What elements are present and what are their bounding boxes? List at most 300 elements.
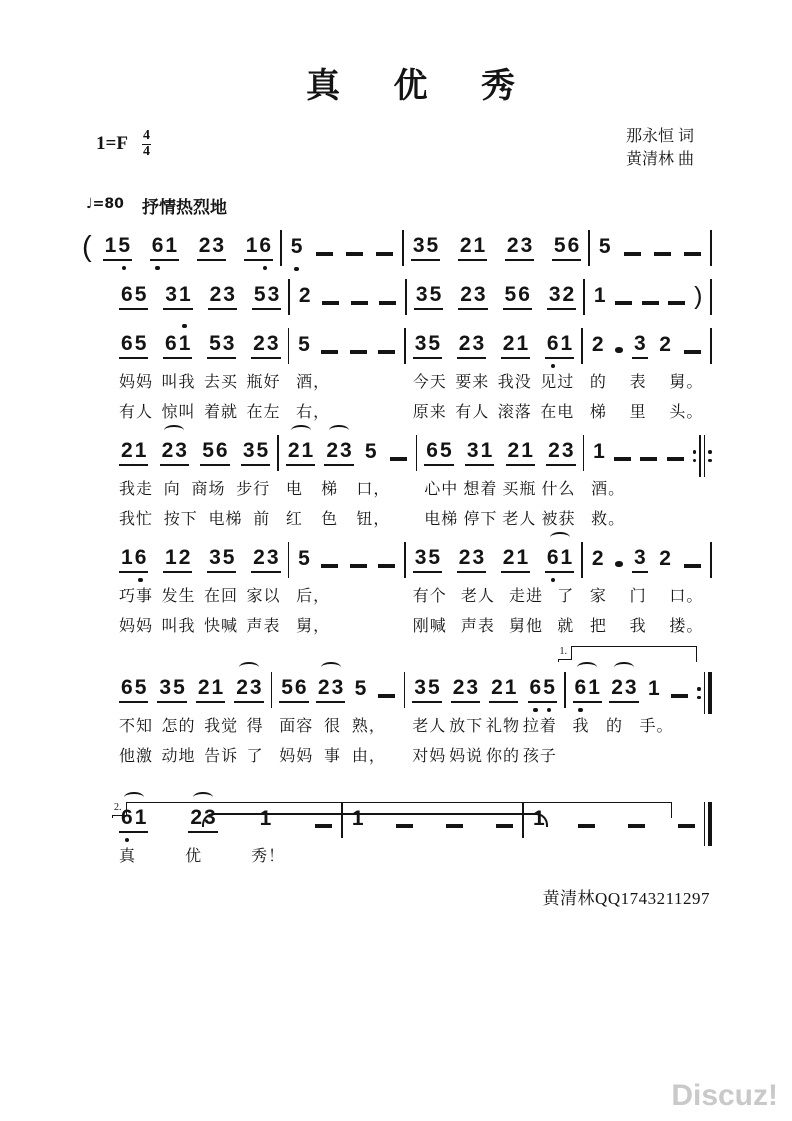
note-digit: 1	[560, 331, 573, 355]
note-digit: 2	[659, 546, 671, 570]
lyric-syllable: 礼物	[486, 718, 521, 735]
note-group	[547, 282, 576, 310]
notes-row	[296, 328, 397, 362]
lyric-row-verse-2	[413, 399, 575, 422]
note-digit: 3	[209, 545, 221, 569]
note-digit: 2	[458, 545, 471, 569]
note-group	[506, 438, 535, 466]
lyric-row-verse-1	[296, 583, 397, 606]
notes-row	[286, 435, 409, 469]
note-digit: 6	[151, 233, 165, 259]
note-digit: 6	[258, 233, 272, 259]
notes-row	[103, 230, 273, 264]
note-group	[163, 331, 192, 359]
lyric-syllable: 买瓶	[502, 481, 537, 498]
note-digit: 1	[301, 438, 314, 462]
lyric-syllable: 由，	[351, 748, 386, 765]
notes-row	[119, 542, 281, 576]
dash-note	[668, 301, 685, 304]
dash-note	[678, 824, 695, 827]
note-digit: 5	[290, 234, 304, 260]
lyric-syllable: 孩子	[522, 748, 557, 765]
measure	[590, 230, 711, 264]
score	[82, 230, 712, 866]
lyric-syllable: 门	[629, 588, 647, 605]
note-group	[411, 233, 440, 261]
lyric-row-verse-2	[296, 613, 397, 636]
lyric-row-verse-2	[573, 743, 691, 765]
note-digit: 3	[414, 675, 426, 699]
rdot	[708, 450, 712, 454]
note-digit: 6	[120, 805, 134, 831]
notes-row	[413, 328, 575, 362]
measure	[417, 435, 582, 529]
note-digit: 5	[298, 546, 310, 570]
note-digit: 5	[222, 545, 235, 569]
lyric-row-verse-2	[119, 399, 281, 422]
lyric-syllable: 叫我	[161, 618, 196, 635]
measure	[524, 802, 704, 865]
note-group	[545, 331, 574, 359]
time-signature-bottom: 4	[142, 143, 150, 159]
system	[112, 542, 712, 636]
note-digit: 3	[266, 331, 279, 355]
lyric-syllable: 滚落	[497, 404, 532, 421]
note-group	[363, 439, 379, 465]
note-digit: 1	[134, 805, 147, 829]
lyric-syllable: 酒。	[591, 481, 626, 498]
note-digit: 5	[439, 438, 452, 462]
note-group	[244, 233, 273, 261]
barline	[710, 542, 712, 578]
note-digit: 1	[165, 545, 177, 569]
note-group	[119, 675, 148, 703]
measure	[112, 279, 288, 313]
lyric-row-verse-2	[590, 613, 704, 636]
dash-note	[322, 301, 339, 304]
note-digit: 3	[412, 233, 425, 257]
note-digit: 2	[190, 805, 202, 829]
staff-row	[112, 279, 712, 315]
lyric-syllable: 里	[629, 404, 647, 421]
note-digit: 6	[121, 675, 133, 699]
lyric-row-verse-2	[286, 506, 409, 529]
note-group	[590, 546, 606, 572]
lyric-syllable: 你的	[486, 748, 521, 765]
measure	[583, 328, 711, 422]
measure	[112, 802, 341, 866]
note-digit: 5	[427, 675, 440, 699]
note-digit: 2	[591, 332, 604, 356]
note-group	[646, 676, 662, 702]
note-digit: 5	[598, 234, 611, 258]
lyric-syllable: 告诉	[204, 748, 239, 765]
note-digit: 1	[533, 806, 545, 830]
note-group	[609, 675, 638, 703]
repeat-dots	[708, 435, 712, 477]
lyric-row-verse-1	[119, 843, 334, 866]
measure	[585, 279, 711, 313]
note-digit: 1	[178, 282, 191, 306]
lyric-syllable: 要来	[455, 374, 490, 391]
barline	[704, 802, 712, 846]
repeat-dots	[697, 672, 701, 714]
note-digit: 2	[326, 438, 339, 462]
note-digit: 3	[473, 282, 486, 306]
lyric-syllable: 老人	[412, 718, 447, 735]
lyric-row-verse-2	[591, 506, 686, 529]
lyric-syllable: 步行	[236, 481, 271, 498]
barline-stroke	[704, 672, 706, 714]
lyric-syllable: 的	[589, 374, 607, 391]
note-digit: 3	[466, 438, 479, 462]
note-digit: 1	[473, 233, 486, 257]
lyric-syllable: 有人	[455, 404, 490, 421]
lyric-row-verse-2	[119, 506, 270, 529]
notes-row	[413, 542, 575, 576]
note-group	[632, 331, 648, 359]
measure	[289, 542, 404, 636]
measure	[405, 672, 564, 766]
note-group	[296, 332, 312, 358]
tempo-marking: ♩=80	[86, 196, 124, 212]
lyric-syllable: 头。	[669, 404, 704, 421]
dash-note	[396, 824, 413, 827]
lyric-row-verse-1	[119, 369, 281, 392]
dash-note	[642, 301, 659, 304]
note-digit: 2	[502, 545, 515, 569]
note-digit: 1	[647, 676, 660, 700]
lyric-syllable: 不知	[119, 718, 154, 735]
note-digit: 2	[502, 331, 515, 355]
note-group	[252, 282, 281, 310]
notes-row	[411, 230, 581, 264]
credits	[626, 125, 694, 171]
notes-row	[279, 672, 397, 706]
note-digit: 6	[546, 331, 560, 357]
note-group	[531, 806, 547, 832]
lyric-syllable: 怎的	[161, 718, 196, 735]
note-group	[545, 545, 574, 573]
lyric-row-verse-1	[413, 369, 575, 392]
note-group	[505, 233, 534, 261]
note-digit: 3	[561, 438, 574, 462]
note-group	[590, 332, 606, 358]
note-digit: 1	[104, 233, 117, 257]
song-title: 真 优 秀	[306, 67, 518, 105]
note-group	[552, 233, 581, 261]
note-group	[597, 234, 613, 260]
note-digit: 1	[259, 806, 272, 830]
note-digit: 1	[211, 675, 224, 699]
lyric-syllable: 很	[324, 718, 342, 735]
lyric-syllable: 瓶好	[246, 374, 281, 391]
lyric-syllable: 商场	[191, 481, 226, 498]
dash-note	[654, 252, 671, 255]
lyric-syllable: 梯	[321, 481, 339, 498]
lyric-syllable: 去买	[204, 374, 239, 391]
note-digit: 3	[212, 233, 225, 257]
barline-stroke	[710, 279, 712, 315]
note-group	[103, 233, 132, 261]
time-signature	[142, 129, 151, 159]
note-digit: 6	[567, 233, 580, 257]
lyric-row-verse-2	[412, 743, 557, 766]
lyric-row-verse-2	[119, 743, 264, 766]
lyric-syllable: 巧事	[119, 588, 154, 605]
lyric-syllable: 我忙	[119, 511, 154, 528]
barline	[697, 672, 712, 714]
note-digit: 6	[529, 675, 543, 701]
note-digit: 2	[298, 283, 311, 307]
lyric-row-verse-2	[119, 613, 281, 636]
note-digit: 1	[504, 675, 517, 699]
lyric-syllable: 在回	[204, 588, 239, 605]
note-digit: 5	[256, 438, 269, 462]
note-digit: 6	[134, 545, 148, 571]
lyric-syllable: 电梯	[424, 511, 459, 528]
lyric-syllable: 熟，	[351, 718, 386, 735]
note-group	[353, 676, 369, 702]
measure	[583, 542, 711, 636]
lyricist-credit: 那永恒 词	[625, 128, 694, 145]
note-group	[489, 675, 518, 703]
measure	[112, 328, 288, 422]
note-digit: 3	[204, 805, 216, 829]
note-digit: 2	[287, 438, 300, 462]
note-group	[503, 282, 532, 310]
dash-note	[316, 252, 333, 255]
dash-note	[376, 252, 393, 255]
note-group	[207, 545, 236, 573]
note-group	[289, 234, 305, 260]
note-digit: 5	[202, 438, 214, 462]
notes-row	[597, 230, 704, 264]
note-group	[501, 331, 530, 359]
dash-note	[624, 252, 641, 255]
note-digit: 3	[472, 545, 485, 569]
volta-label: 2.	[112, 802, 127, 816]
note-group	[350, 806, 366, 832]
notes-row	[414, 279, 576, 313]
note-digit: 3	[331, 675, 344, 699]
note-digit: 3	[159, 675, 172, 699]
lyric-syllable: 妈妈	[119, 374, 154, 391]
rdot	[693, 450, 697, 454]
note-group	[150, 233, 179, 261]
lyric-syllable: 我觉	[204, 718, 239, 735]
barline	[710, 328, 712, 364]
note-digit: 6	[574, 675, 588, 701]
repeat-dots	[693, 435, 697, 477]
dash-note	[667, 457, 684, 460]
measure	[559, 646, 698, 765]
measure	[96, 230, 280, 264]
lyric-syllable: 妈妈	[119, 618, 154, 635]
dash-note	[684, 564, 701, 567]
lyric-row-verse-1	[531, 843, 697, 865]
barline-stroke	[708, 672, 712, 714]
note-group	[279, 675, 308, 703]
lyric-syllable: 惊叫	[161, 404, 196, 421]
note-digit: 1	[516, 545, 529, 569]
lyric-syllable: 声表	[460, 618, 495, 635]
lyric-syllable: 声表	[246, 618, 281, 635]
note-digit: 3	[548, 282, 561, 306]
note-digit: 3	[242, 438, 255, 462]
staff-row	[112, 646, 712, 766]
note-digit: 2	[253, 331, 265, 355]
note-digit: 1	[593, 439, 605, 463]
dash-note	[378, 694, 395, 697]
close-paren: )	[694, 282, 703, 311]
note-digit: 3	[249, 675, 262, 699]
lyric-syllable: 向	[163, 481, 181, 498]
note-digit: 3	[414, 331, 427, 355]
staff-row	[112, 802, 712, 866]
note-group	[657, 332, 673, 358]
lyric-syllable: 停下	[463, 511, 498, 528]
note-group	[241, 438, 270, 466]
note-digit: 5	[428, 331, 441, 355]
barline-stroke	[710, 542, 712, 578]
notes-row	[591, 435, 686, 469]
lyric-syllable: 的	[606, 718, 624, 735]
lyric-syllable: 今天	[412, 374, 447, 391]
lyric-row-verse-1	[590, 369, 704, 392]
notes-row	[119, 435, 270, 469]
dash-note	[378, 350, 395, 353]
lyric-syllable: 舅。	[669, 374, 704, 391]
lyric-syllable: 电	[285, 481, 303, 498]
note-group	[413, 545, 442, 573]
measure	[404, 230, 588, 264]
system	[112, 802, 712, 866]
lyric-syllable: 就	[557, 618, 575, 635]
note-digit: 3	[223, 282, 235, 306]
note-group	[208, 282, 237, 310]
lyric-row-verse-1	[413, 583, 575, 606]
note-digit: 3	[624, 675, 637, 699]
lyric-row-verse-1	[119, 713, 264, 736]
system	[112, 328, 712, 422]
lyric-syllable: 我	[629, 618, 647, 635]
lyric-syllable: 什么	[541, 481, 576, 498]
note-group	[160, 438, 189, 466]
note-digit: 2	[236, 675, 248, 699]
note-digit: 5	[134, 282, 147, 306]
lyric-syllable: 叫我	[161, 374, 196, 391]
dash-note	[379, 301, 396, 304]
note-digit: 1	[516, 331, 529, 355]
dash-note	[346, 252, 363, 255]
note-group	[119, 805, 148, 833]
notes-row	[531, 802, 697, 836]
lyric-syllable: 他激	[119, 748, 154, 765]
lyric-syllable: 手。	[639, 718, 674, 735]
lyric-syllable: 色	[321, 511, 339, 528]
lyric-syllable: 前	[253, 511, 271, 528]
lyric-syllable: 把	[589, 618, 607, 635]
lyric-syllable: 舅，	[296, 618, 331, 635]
note-group	[119, 438, 148, 466]
note-digit: 2	[198, 233, 211, 257]
note-group	[207, 331, 236, 359]
volta-label: 1.	[558, 646, 573, 660]
notes-row	[297, 279, 398, 313]
lyric-row-verse-1	[286, 476, 409, 499]
note-digit: 5	[209, 331, 221, 355]
measure	[407, 279, 583, 313]
note-digit: 5	[428, 545, 441, 569]
note-digit: 5	[354, 676, 367, 700]
note-digit: 2	[209, 282, 222, 306]
staff-row	[112, 435, 712, 529]
lyric-syllable: 在左	[246, 404, 281, 421]
note-group	[297, 283, 313, 309]
note-digit: 1	[121, 545, 133, 569]
measure	[406, 542, 582, 636]
note-digit: 2	[459, 233, 472, 257]
note-group	[546, 438, 575, 466]
lyric-syllable: 我没	[497, 374, 532, 391]
notes-row	[296, 542, 397, 576]
note-digit: 2	[659, 332, 671, 356]
measure	[343, 802, 523, 865]
staff-row	[112, 328, 712, 422]
note-digit: 6	[165, 331, 177, 355]
note-group	[465, 438, 494, 466]
note-digit: 2	[317, 675, 330, 699]
lyric-syllable: 舅他	[509, 618, 544, 635]
lyric-row-verse-1	[279, 713, 397, 736]
note-digit: 3	[175, 438, 187, 462]
note-digit: 3	[466, 675, 479, 699]
barline	[693, 435, 712, 477]
lyric-row-verse-1	[119, 583, 281, 606]
dash-note	[684, 252, 701, 255]
lyric-row-verse-1	[573, 713, 691, 736]
contact-info: 黄清林QQ1743211297	[542, 889, 710, 908]
lyric-syllable: 老人	[460, 588, 495, 605]
note-digit: 2	[506, 233, 519, 257]
note-digit: 6	[215, 438, 228, 462]
lyric-syllable: 右，	[296, 404, 331, 421]
note-digit: 5	[553, 233, 566, 257]
lyric-syllable: 按下	[163, 511, 198, 528]
note-group	[196, 675, 225, 703]
lyric-syllable: 面容	[279, 718, 314, 735]
barline-stroke	[699, 435, 701, 477]
lyric-syllable: 秀！	[251, 848, 286, 865]
barline	[710, 279, 712, 315]
dash-note	[614, 457, 631, 460]
dash-note	[684, 350, 701, 353]
note-digit: 1	[351, 806, 364, 830]
note-digit: 6	[121, 331, 133, 355]
note-group	[528, 675, 557, 703]
dash-note	[321, 564, 338, 567]
note-group	[163, 545, 192, 573]
measure	[290, 279, 405, 313]
system	[112, 646, 712, 766]
lyric-syllable: 老人	[502, 511, 537, 528]
note-group	[592, 283, 608, 309]
lyric-syllable: 表	[629, 374, 647, 391]
lyric-row-verse-2	[279, 743, 397, 766]
note-digit: 5	[173, 675, 185, 699]
note-digit: 3	[222, 331, 235, 355]
